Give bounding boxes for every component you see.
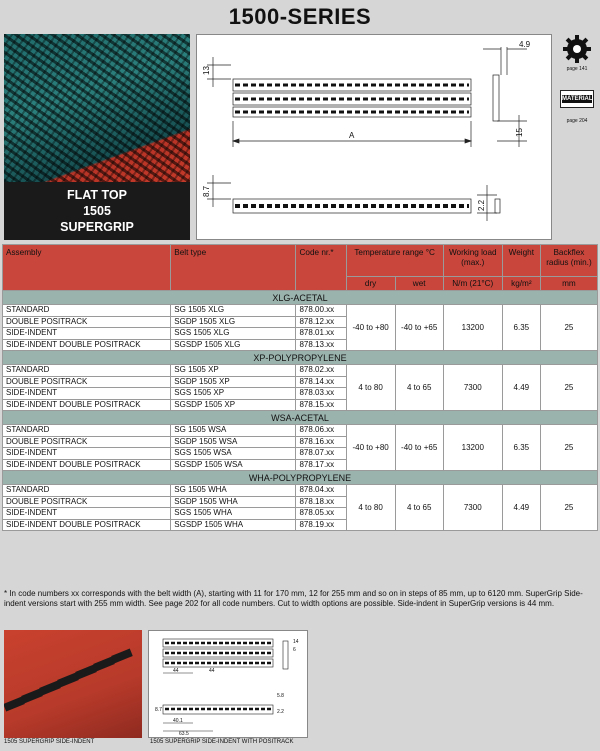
cell-code: 878.19.xx [296, 519, 346, 531]
cell-belt: SGSDP 1505 WHA [171, 519, 296, 531]
product-photo [4, 34, 190, 240]
belt-photo-image [4, 34, 190, 182]
header-temp-wet: wet [395, 277, 443, 291]
cell-wet: -40 to +65 [395, 425, 443, 471]
positrack-drawing-svg [149, 631, 307, 737]
cell-assembly: SIDE-INDENT [3, 328, 171, 340]
cell-load: 13200 [443, 305, 502, 351]
section-title: XLG-ACETAL [3, 291, 598, 305]
cell-weight: 4.49 [502, 365, 540, 411]
cell-load: 7300 [443, 485, 502, 531]
cell-belt: SGSDP 1505 XP [171, 399, 296, 411]
cell-code: 878.01.xx [296, 328, 346, 340]
table-row [3, 485, 598, 497]
header-backflex-unit: mm [540, 277, 597, 291]
bottom-dim-8-7: 8.7 [155, 707, 162, 713]
gear-icon [562, 34, 592, 64]
bottom-dim-2-2: 2.2 [277, 709, 284, 715]
cell-load: 7300 [443, 365, 502, 411]
cell-assembly: SIDE-INDENT [3, 448, 171, 460]
cell-weight: 6.35 [502, 425, 540, 471]
side-indent-belt-image [4, 630, 142, 738]
bottom-dim-63: 63.5 [179, 731, 189, 737]
cell-backflex: 25 [540, 365, 597, 411]
cell-code: 878.18.xx [296, 496, 346, 508]
cell-code: 878.14.xx [296, 376, 346, 388]
cell-backflex: 25 [540, 425, 597, 471]
cell-belt: SGSDP 1505 XLG [171, 339, 296, 351]
header-weight: Weight [502, 245, 540, 277]
header-belt-type: Belt type [171, 245, 296, 291]
cell-assembly: SIDE-INDENT DOUBLE POSITRACK [3, 399, 171, 411]
cell-assembly: SIDE-INDENT [3, 508, 171, 520]
cell-belt: SGS 1505 WSA [171, 448, 296, 460]
bottom-dim-40: 40.1 [173, 718, 183, 724]
cell-wet: -40 to +65 [395, 305, 443, 351]
cell-dry: 4 to 80 [346, 485, 395, 531]
section-title: XP-POLYPROPYLENE [3, 351, 598, 365]
section-row [3, 351, 598, 365]
section-row [3, 291, 598, 305]
cell-code: 878.16.xx [296, 436, 346, 448]
section-row [3, 471, 598, 485]
cell-dry: -40 to +80 [346, 305, 395, 351]
cell-weight: 6.35 [502, 305, 540, 351]
dim-top-height: 13 [202, 66, 211, 75]
cell-code: 878.05.xx [296, 508, 346, 520]
cell-assembly: SIDE-INDENT DOUBLE POSITRACK [3, 519, 171, 531]
cell-code: 878.13.xx [296, 339, 346, 351]
cell-assembly: STANDARD [3, 425, 171, 437]
side-indent-caption: 1505 SUPERGRIP SIDE-INDENT [4, 739, 95, 745]
cell-belt: SGDP 1505 WHA [171, 496, 296, 508]
gear-page-ref: page 141 [566, 66, 588, 72]
cell-backflex: 25 [540, 305, 597, 351]
table-row [3, 365, 598, 377]
bottom-dim-14: 14 [293, 639, 299, 645]
material-icon: MATERIAL [560, 90, 594, 108]
photo-caption-line: 1505 [83, 204, 111, 218]
cell-load: 13200 [443, 425, 502, 471]
bottom-dim-44-top: 44 [173, 668, 179, 674]
cell-dry: 4 to 80 [346, 365, 395, 411]
cell-assembly: DOUBLE POSITRACK [3, 316, 171, 328]
cell-assembly: STANDARD [3, 365, 171, 377]
cell-assembly: SIDE-INDENT [3, 388, 171, 400]
section-title: WHA-POLYPROPYLENE [3, 471, 598, 485]
cell-code: 878.02.xx [296, 365, 346, 377]
header-temp-range: Temperature range °C [346, 245, 443, 277]
header-weight-unit: kg/m² [502, 277, 540, 291]
footnote: * In code numbers xx corresponds with the belt width (A), starting with 11 for 170 mm, 12 for 255 mm and so on in steps of 85 mm, up to 6120 mm. SuperGrip Side-indent versions start with 255 mm width. See page 202 for all code numbers. Cut to width options are possible. Side-indent in SuperGrip versions is 44 mm. [4, 589, 583, 608]
belt-drawing-svg [197, 35, 551, 239]
dim-bottom-height: 8.7 [202, 185, 211, 197]
cell-belt: SG 1505 XP [171, 365, 296, 377]
cell-belt: SG 1505 WHA [171, 485, 296, 497]
cell-belt: SGDP 1505 XLG [171, 316, 296, 328]
cell-belt: SGS 1505 XP [171, 388, 296, 400]
cell-code: 878.03.xx [296, 388, 346, 400]
side-indent-photo [4, 630, 142, 738]
header-assembly: Assembly [3, 245, 171, 291]
dim-bottom-right: 2.2 [477, 199, 486, 211]
cell-code: 878.12.xx [296, 316, 346, 328]
photo-caption-line: FLAT TOP [67, 188, 127, 202]
cell-assembly: DOUBLE POSITRACK [3, 496, 171, 508]
cell-belt: SGDP 1505 XP [171, 376, 296, 388]
photo-caption [4, 182, 190, 240]
bottom-dim-44-bottom: 44 [209, 668, 215, 674]
table-row [3, 425, 598, 437]
cell-backflex: 25 [540, 485, 597, 531]
specification-table [2, 244, 598, 531]
cell-code: 878.15.xx [296, 399, 346, 411]
cell-code: 878.06.xx [296, 425, 346, 437]
cell-assembly: DOUBLE POSITRACK [3, 376, 171, 388]
cell-dry: -40 to +80 [346, 425, 395, 471]
material-page-ref: page 204 [566, 118, 588, 124]
cell-code: 878.17.xx [296, 459, 346, 471]
positrack-caption: 1505 SUPERGRIP SIDE-INDENT WITH POSITRACK [150, 739, 294, 745]
cell-wet: 4 to 65 [395, 365, 443, 411]
cell-belt: SG 1505 WSA [171, 425, 296, 437]
table-row [3, 305, 598, 317]
sprocket-link[interactable] [558, 34, 596, 72]
cell-code: 878.00.xx [296, 305, 346, 317]
cell-belt: SGS 1505 WHA [171, 508, 296, 520]
cell-belt: SG 1505 XLG [171, 305, 296, 317]
cell-assembly: STANDARD [3, 485, 171, 497]
cell-assembly: DOUBLE POSITRACK [3, 436, 171, 448]
bottom-dim-6: 6 [293, 647, 296, 653]
bottom-dim-5-8: 5.8 [277, 693, 284, 699]
cell-code: 878.07.xx [296, 448, 346, 460]
cell-belt: SGS 1505 XLG [171, 328, 296, 340]
dim-right-height: 15 [515, 128, 524, 137]
cell-belt: SGSDP 1505 WSA [171, 459, 296, 471]
cell-code: 878.04.xx [296, 485, 346, 497]
section-row [3, 411, 598, 425]
cell-assembly: SIDE-INDENT DOUBLE POSITRACK [3, 459, 171, 471]
positrack-drawing [148, 630, 308, 738]
header-load-unit: N/m (21°C) [443, 277, 502, 291]
cell-assembly: STANDARD [3, 305, 171, 317]
material-link[interactable] [558, 90, 596, 124]
dim-right-width: 4.9 [519, 40, 531, 49]
header-backflex: Backflex radius (min.) [540, 245, 597, 277]
header-working-load: Working load (max.) [443, 245, 502, 277]
header-code-nr: Code nr.* [296, 245, 346, 291]
header-temp-dry: dry [346, 277, 395, 291]
cell-belt: SGDP 1505 WSA [171, 436, 296, 448]
dim-belt-width: A [349, 131, 355, 140]
cell-weight: 4.49 [502, 485, 540, 531]
page-title: 1500-SERIES [228, 4, 372, 29]
section-title: WSA-ACETAL [3, 411, 598, 425]
technical-drawing [196, 34, 552, 240]
cell-assembly: SIDE-INDENT DOUBLE POSITRACK [3, 339, 171, 351]
cell-wet: 4 to 65 [395, 485, 443, 531]
photo-caption-line: SUPERGRIP [60, 220, 134, 234]
